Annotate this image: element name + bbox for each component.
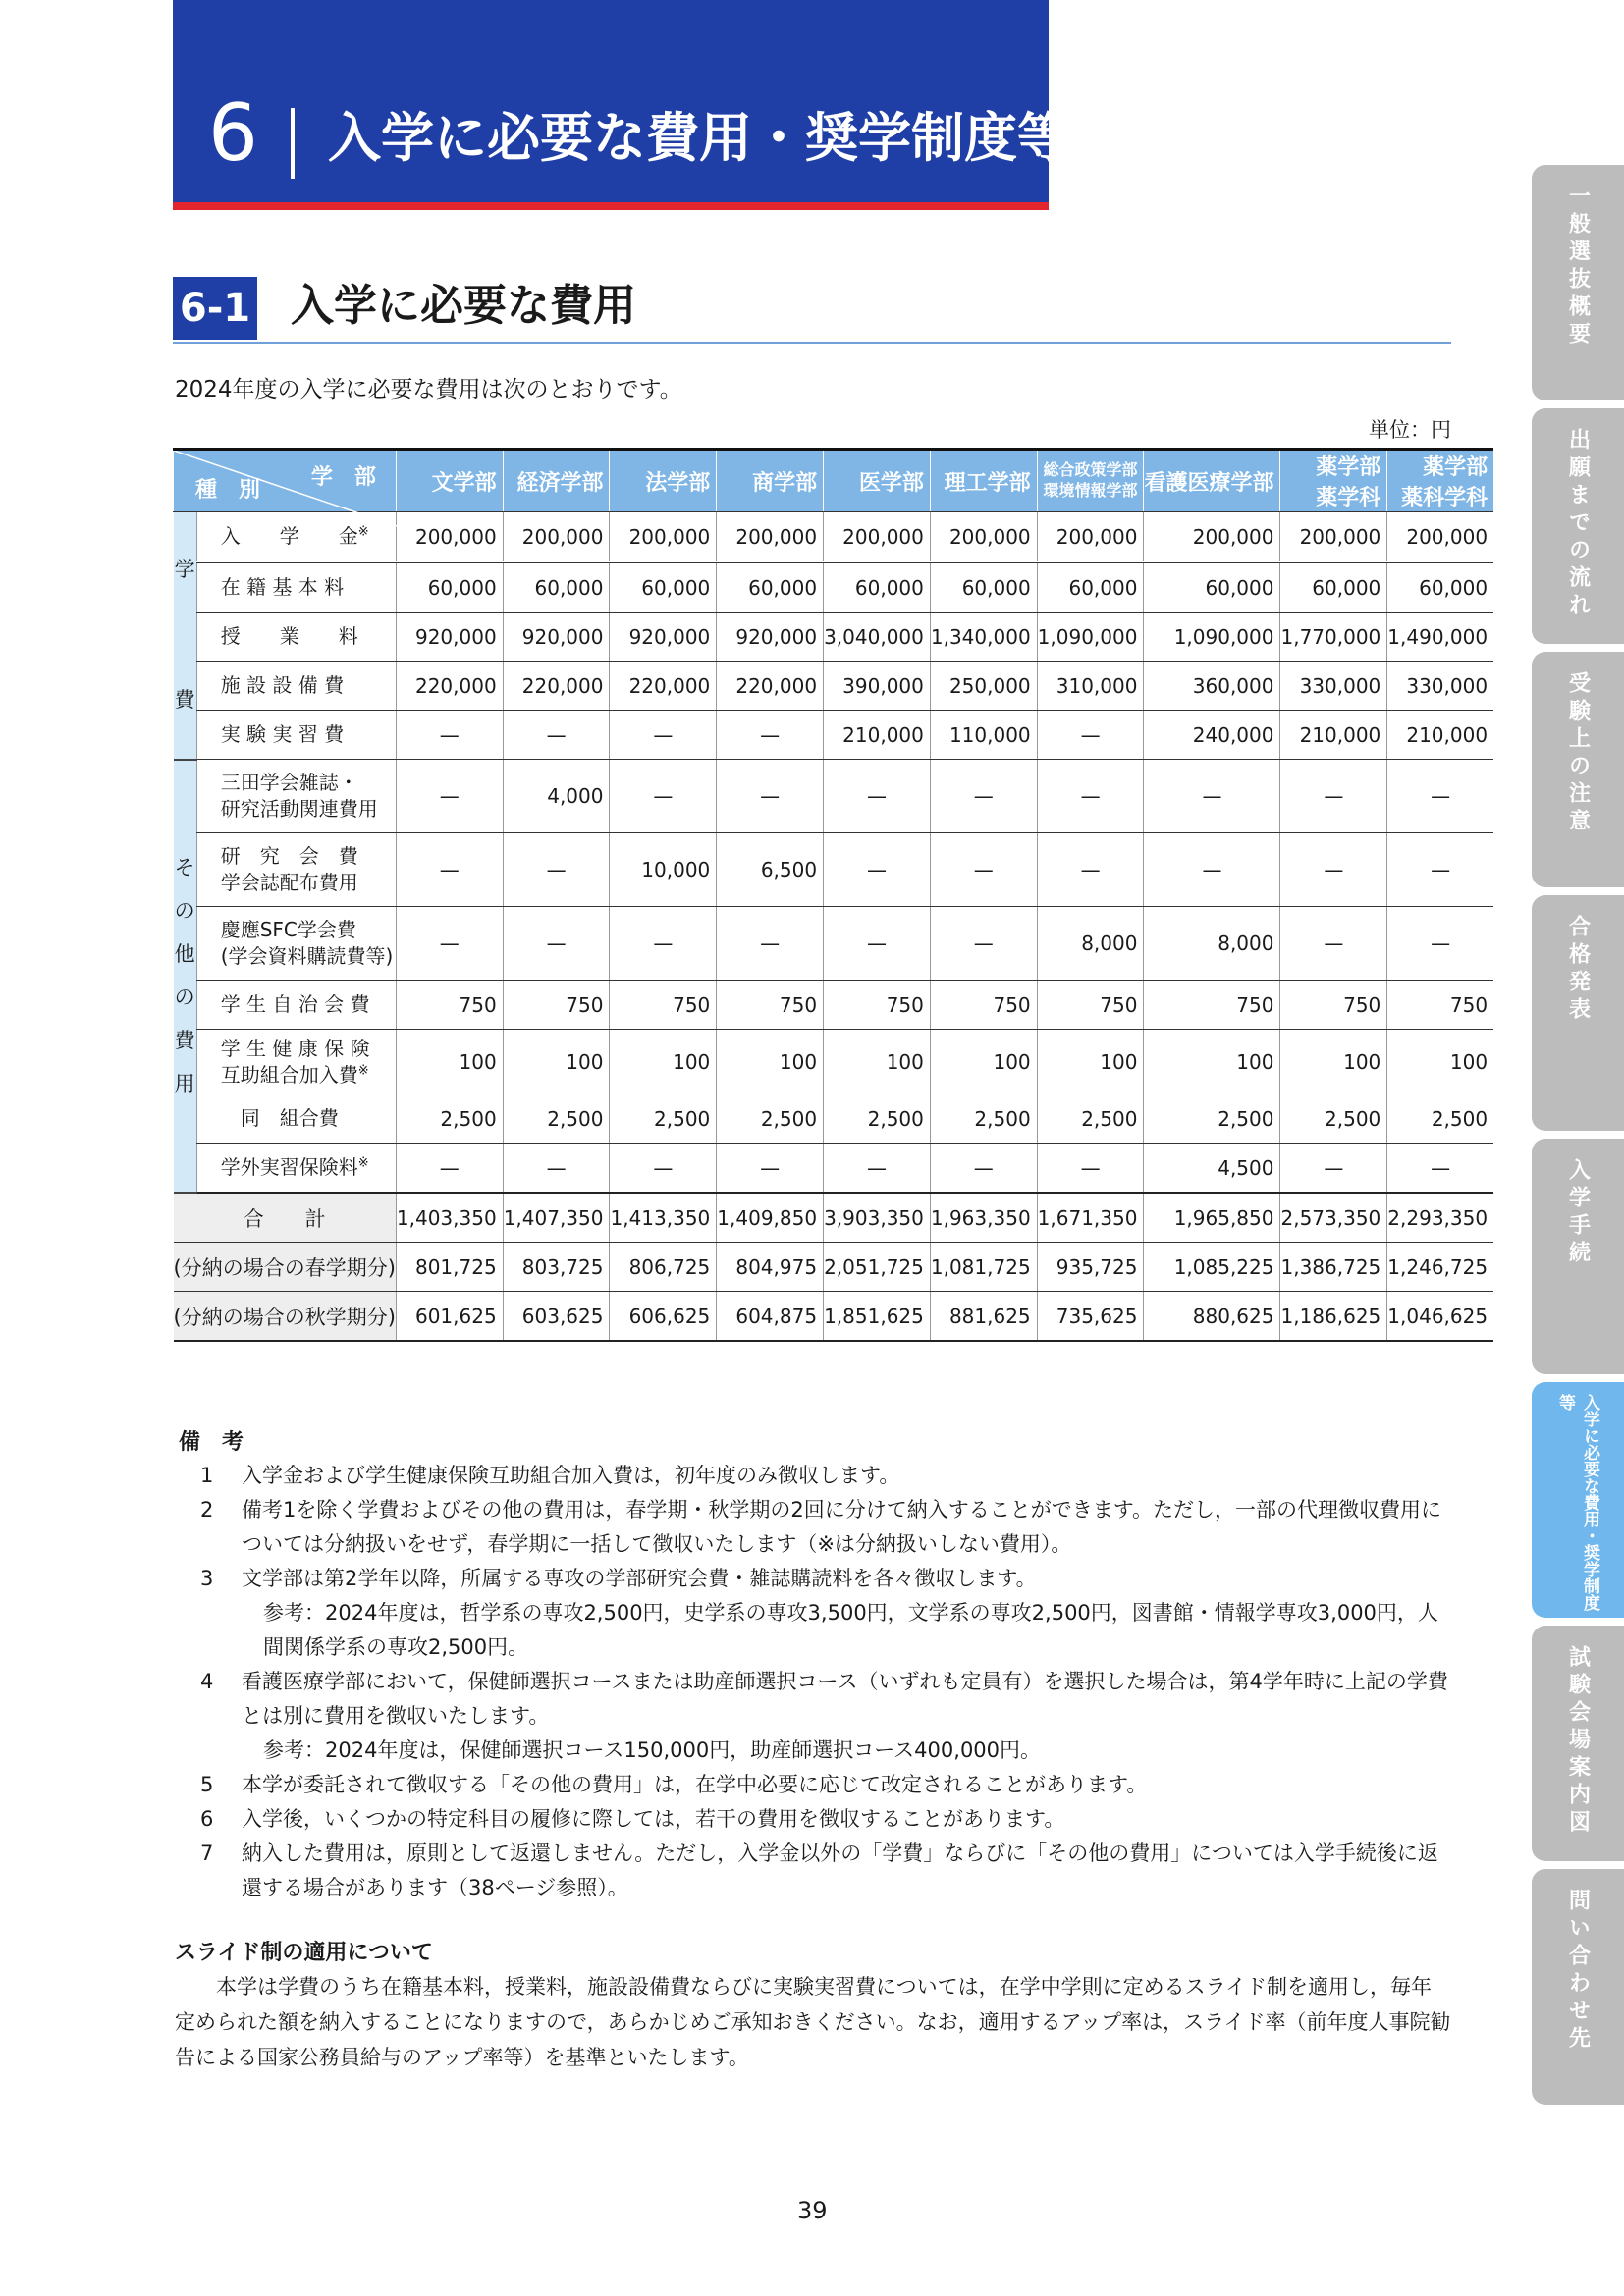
category-char: 費 — [174, 688, 195, 713]
total-cell: 1,046,625 — [1387, 1292, 1493, 1342]
table-cell: — — [503, 711, 610, 760]
total-cell: 804,975 — [717, 1243, 824, 1292]
row-label: 授 業 料 — [196, 613, 396, 662]
note-number: 5 — [200, 1773, 214, 1796]
row-label: 同 組合費 — [196, 1095, 396, 1144]
chapter-number: 6 — [208, 87, 258, 179]
row-mark: ※ — [357, 1063, 369, 1079]
table-cell: — — [1280, 760, 1387, 833]
row-label: 学外実習保険料※ — [196, 1144, 396, 1194]
table-cell: 100 — [1280, 1030, 1387, 1095]
note-text: 納入した費用は，原則として返還しません。ただし，入学金以外の「学費」ならびに「その他の費用」については入学手続後に返還する場合があります（38ページ参照）。 — [242, 1842, 1438, 1899]
corner-top-label: 学 部 — [310, 465, 376, 490]
row-label: 研 究 会 費 学会誌配布費用 — [196, 833, 396, 907]
table-row — [174, 1030, 1494, 1095]
side-tab-label: 入学手続 — [1565, 1158, 1591, 1268]
table-cell: 220,000 — [503, 662, 610, 711]
note-number: 3 — [200, 1567, 214, 1590]
total-cell: 603,625 — [503, 1292, 610, 1342]
table-cell: — — [824, 1144, 931, 1194]
table-cell: 250,000 — [930, 662, 1037, 711]
note-text: 看護医療学部において，保健師選択コースまたは助産師選択コース（いずれも定員有）を選択した場合は，第4学年時に上記の学費とは別に費用を徴収いたします。 — [242, 1670, 1448, 1728]
side-tab-label: 出願までの流れ — [1565, 428, 1591, 620]
total-cell: 1,851,625 — [824, 1292, 931, 1342]
note-text: 備考1を除く学費およびその他の費用は，春学期・秋学期の2回に分けて納入することができます。ただし，一部の代理徴収費用については分納扱いをせず，春学期に一括して徴収いたします（※は分納扱いしない費用）。 — [242, 1498, 1442, 1556]
note-item — [192, 1665, 1451, 1768]
table-cell: — — [824, 760, 931, 833]
column-header: 看護医療学部 — [1144, 450, 1280, 512]
table-cell: 360,000 — [1144, 662, 1280, 711]
note-text: 文学部は第2学年以降，所属する専攻の学部研究会費・雑誌購読料を各々徴収します。 — [242, 1567, 1037, 1590]
table-cell: 750 — [503, 981, 610, 1030]
table-cell: — — [1280, 833, 1387, 907]
column-header: 総合政策学部 環境情報学部 — [1037, 450, 1144, 512]
table-cell: 200,000 — [610, 512, 717, 562]
table-cell: 920,000 — [610, 613, 717, 662]
note-number: 2 — [200, 1498, 214, 1522]
side-tab-label: 合格発表 — [1565, 915, 1591, 1025]
row-label: 慶應SFC学会費 (学会資料購読費等) — [196, 907, 396, 981]
table-cell: — — [610, 711, 717, 760]
side-tab[interactable] — [1532, 1139, 1624, 1374]
category-char: 費 — [174, 1029, 195, 1053]
table-cell: 60,000 — [930, 562, 1037, 613]
table-cell: 920,000 — [717, 613, 824, 662]
table-cell: — — [930, 907, 1037, 981]
table-row — [174, 1144, 1494, 1194]
note-reference: 参考：2024年度は，哲学系の専攻2,500円，史学系の専攻3,500円，文学系の専攻2,500円，図書館・情報学専攻3,000円，人間関係学系の専攻2,500円。 — [263, 1601, 1438, 1659]
table-cell: 220,000 — [610, 662, 717, 711]
total-cell: 1,413,350 — [610, 1193, 717, 1243]
category-char: 他 — [174, 942, 195, 967]
total-label: (分納の場合の秋学期分) — [174, 1292, 397, 1342]
side-tab-label: 一般選抜概要 — [1565, 185, 1591, 349]
note-text: 入学後，いくつかの特定科目の履修に際しては，若干の費用を徴収することがあります。 — [242, 1807, 1065, 1831]
note-number: 4 — [200, 1670, 214, 1693]
total-cell: 604,875 — [717, 1292, 824, 1342]
chapter-banner-underline — [173, 202, 1049, 210]
category-other — [174, 760, 197, 1194]
table-cell: 100 — [503, 1030, 610, 1095]
side-tab[interactable] — [1532, 895, 1624, 1131]
table-cell: — — [396, 1144, 503, 1194]
note-item — [192, 1562, 1451, 1665]
category-char: そ — [174, 856, 195, 881]
table-cell: 8,000 — [1144, 907, 1280, 981]
table-cell: — — [1387, 833, 1493, 907]
column-header: 文学部 — [396, 450, 503, 512]
side-tab[interactable] — [1532, 408, 1624, 644]
side-tab[interactable] — [1532, 1382, 1624, 1618]
table-cell: 100 — [1037, 1030, 1144, 1095]
table-cell: 6,500 — [717, 833, 824, 907]
row-label: 学 生 自 治 会 費 — [196, 981, 396, 1030]
total-cell: 935,725 — [1037, 1243, 1144, 1292]
slide-heading: スライド制の適用について — [175, 1941, 433, 1965]
total-cell: 881,625 — [930, 1292, 1037, 1342]
table-cell: — — [1387, 760, 1493, 833]
total-label: 合 計 — [174, 1193, 397, 1243]
table-cell: 60,000 — [503, 562, 610, 613]
table-cell: 60,000 — [1387, 562, 1493, 613]
table-cell: 200,000 — [396, 512, 503, 562]
table-cell: 4,500 — [1144, 1144, 1280, 1194]
table-cell: 220,000 — [396, 662, 503, 711]
category-char: の — [174, 899, 195, 924]
total-cell: 1,186,625 — [1280, 1292, 1387, 1342]
table-cell: 750 — [396, 981, 503, 1030]
table-cell: — — [610, 760, 717, 833]
column-header: 理工学部 — [930, 450, 1037, 512]
table-row — [174, 1095, 1494, 1144]
table-row — [174, 662, 1494, 711]
table-cell: 1,490,000 — [1387, 613, 1493, 662]
total-cell: 880,625 — [1144, 1292, 1280, 1342]
table-cell: 750 — [717, 981, 824, 1030]
table-cell: 220,000 — [717, 662, 824, 711]
side-tab[interactable] — [1532, 1626, 1624, 1861]
note-item — [192, 1459, 1451, 1493]
total-cell: 806,725 — [610, 1243, 717, 1292]
table-cell: — — [503, 833, 610, 907]
table-cell: 750 — [1144, 981, 1280, 1030]
table-cell: 210,000 — [1387, 711, 1493, 760]
chapter-title: 入学に必要な費用・奨学制度等 — [328, 107, 1070, 169]
total-cell: 601,625 — [396, 1292, 503, 1342]
table-cell: — — [717, 907, 824, 981]
table-cell: 100 — [930, 1030, 1037, 1095]
table-cell: 60,000 — [824, 562, 931, 613]
table-cell: 100 — [717, 1030, 824, 1095]
table-cell: 60,000 — [396, 562, 503, 613]
total-cell: 801,725 — [396, 1243, 503, 1292]
table-cell: 920,000 — [503, 613, 610, 662]
note-item — [192, 1837, 1451, 1905]
row-label: 在 籍 基 本 料 — [196, 562, 396, 613]
note-number: 6 — [200, 1807, 214, 1831]
table-row — [174, 907, 1494, 981]
table-cell: 2,500 — [1037, 1095, 1144, 1144]
section-title: 入学に必要な費用 — [291, 281, 636, 331]
table-cell: — — [1387, 907, 1493, 981]
table-cell: 750 — [610, 981, 717, 1030]
chapter-divider — [291, 108, 295, 179]
table-cell: 100 — [1387, 1030, 1493, 1095]
total-cell: 1,671,350 — [1037, 1193, 1144, 1243]
table-cell: 10,000 — [610, 833, 717, 907]
table-cell: 330,000 — [1387, 662, 1493, 711]
table-cell: 1,340,000 — [930, 613, 1037, 662]
table-cell: — — [930, 760, 1037, 833]
category-char: 用 — [174, 1072, 195, 1096]
column-header: 法学部 — [610, 450, 717, 512]
table-cell: 750 — [1037, 981, 1144, 1030]
table-cell: 330,000 — [1280, 662, 1387, 711]
intro-text: 2024年度の入学に必要な費用は次のとおりです。 — [175, 377, 682, 402]
table-cell: — — [1280, 907, 1387, 981]
table-cell: 210,000 — [824, 711, 931, 760]
page-number: 39 — [797, 2197, 828, 2224]
section-number: 6-1 — [173, 277, 257, 340]
table-cell: 2,500 — [930, 1095, 1037, 1144]
table-cell: 2,500 — [717, 1095, 824, 1144]
table-cell: 200,000 — [930, 512, 1037, 562]
note-reference: 参考：2024年度は，保健師選択コース150,000円，助産師選択コース400,000円。 — [263, 1738, 1042, 1762]
table-cell: 750 — [930, 981, 1037, 1030]
table-cell: 2,500 — [1280, 1095, 1387, 1144]
table-cell: 2,500 — [1387, 1095, 1493, 1144]
total-cell: 1,246,725 — [1387, 1243, 1493, 1292]
table-cell: 200,000 — [1144, 512, 1280, 562]
total-cell: 1,407,350 — [503, 1193, 610, 1243]
slide-text: 本学は学費のうち在籍基本料，授業料，施設設備費ならびに実験実習費については，在学中学則に定めるスライド制を適用し，毎年定められた額を納入することになりますので，あらかじめご承知おきください。なお，適用するアップ率は，スライド率（前年度人事院勧告による国家公務員給与のアップ率等）を基準といたします。 — [175, 1975, 1451, 2069]
table-cell: — — [717, 1144, 824, 1194]
total-cell: 1,386,725 — [1280, 1243, 1387, 1292]
table-cell: — — [1037, 711, 1144, 760]
side-tab-label: 入学に必要な費用・奨学制度等 — [1555, 1394, 1599, 1611]
table-cell: 2,500 — [824, 1095, 931, 1144]
total-cell: 1,081,725 — [930, 1243, 1037, 1292]
table-cell: — — [930, 1144, 1037, 1194]
header-corner — [174, 450, 397, 512]
table-cell: — — [610, 1144, 717, 1194]
category-gakuhi — [174, 512, 197, 760]
table-cell: — — [396, 760, 503, 833]
total-cell: 606,625 — [610, 1292, 717, 1342]
table-cell: — — [717, 760, 824, 833]
table-cell: 750 — [824, 981, 931, 1030]
total-cell: 1,409,850 — [717, 1193, 824, 1243]
total-cell: 2,573,350 — [1280, 1193, 1387, 1243]
table-cell: 8,000 — [1037, 907, 1144, 981]
note-number: 7 — [200, 1842, 214, 1865]
total-cell: 1,403,350 — [396, 1193, 503, 1243]
table-cell: 110,000 — [930, 711, 1037, 760]
total-cell: 1,963,350 — [930, 1193, 1037, 1243]
notes-list — [192, 1459, 1451, 1905]
unit-label: 単位：円 — [1369, 418, 1451, 442]
table-cell: 2,500 — [610, 1095, 717, 1144]
category-char: 学 — [174, 557, 195, 581]
total-row — [174, 1243, 1494, 1292]
table-cell: 100 — [824, 1030, 931, 1095]
table-cell: — — [396, 711, 503, 760]
column-header: 医学部 — [824, 450, 931, 512]
note-item — [192, 1493, 1451, 1562]
column-header: 薬学部 薬科学科 — [1387, 450, 1493, 512]
table-cell: — — [1037, 833, 1144, 907]
row-label: 学 生 健 康 保 険 互助組合加入費※ — [196, 1030, 396, 1095]
side-tab[interactable] — [1532, 165, 1624, 400]
table-cell: 100 — [1144, 1030, 1280, 1095]
note-item — [192, 1802, 1451, 1837]
column-header: 薬学部 薬学科 — [1280, 450, 1387, 512]
table-header-row — [174, 450, 1494, 512]
table-row — [174, 833, 1494, 907]
table-cell: 2,500 — [1144, 1095, 1280, 1144]
total-cell: 803,725 — [503, 1243, 610, 1292]
table-cell: 60,000 — [717, 562, 824, 613]
table-cell: 210,000 — [1280, 711, 1387, 760]
table-row — [174, 981, 1494, 1030]
note-text: 本学が委託されて徴収する「その他の費用」は，在学中必要に応じて改定されることがあります。 — [242, 1773, 1148, 1796]
table-cell: 60,000 — [1280, 562, 1387, 613]
table-cell: 200,000 — [1387, 512, 1493, 562]
table-cell: 100 — [396, 1030, 503, 1095]
total-cell: 2,051,725 — [824, 1243, 931, 1292]
table-cell: — — [1037, 1144, 1144, 1194]
table-cell: 200,000 — [503, 512, 610, 562]
total-label: (分納の場合の春学期分) — [174, 1243, 397, 1292]
column-header: 経済学部 — [503, 450, 610, 512]
category-char: の — [174, 986, 195, 1010]
total-cell: 1,965,850 — [1144, 1193, 1280, 1243]
side-tab-label: 試験会場案内図 — [1565, 1645, 1591, 1838]
table-cell: — — [1037, 760, 1144, 833]
section-rule — [173, 342, 1451, 344]
column-header: 商学部 — [717, 450, 824, 512]
table-cell: 200,000 — [1280, 512, 1387, 562]
table-cell: 1,090,000 — [1037, 613, 1144, 662]
table-cell: 200,000 — [824, 512, 931, 562]
table-cell: 920,000 — [396, 613, 503, 662]
note-number: 1 — [200, 1464, 214, 1487]
table-cell: 240,000 — [1144, 711, 1280, 760]
total-cell: 1,085,225 — [1144, 1243, 1280, 1292]
fee-table — [173, 448, 1493, 1342]
corner-bottom-label: 種 別 — [195, 478, 261, 503]
table-cell: 200,000 — [1037, 512, 1144, 562]
row-mark: ※ — [357, 1155, 369, 1171]
table-row — [174, 562, 1494, 613]
table-cell: 750 — [1280, 981, 1387, 1030]
side-tab-label: 受験上の注意 — [1565, 671, 1591, 836]
table-row — [174, 760, 1494, 833]
table-cell: — — [824, 907, 931, 981]
table-cell: 2,500 — [503, 1095, 610, 1144]
row-mark: ※ — [357, 524, 369, 540]
table-cell: 1,770,000 — [1280, 613, 1387, 662]
table-cell: — — [930, 833, 1037, 907]
total-row — [174, 1193, 1494, 1243]
table-cell: — — [824, 833, 931, 907]
table-cell: — — [503, 907, 610, 981]
table-cell: — — [1280, 1144, 1387, 1194]
table-cell: 60,000 — [1037, 562, 1144, 613]
row-label: 実 験 実 習 費 — [196, 711, 396, 760]
table-cell: 390,000 — [824, 662, 931, 711]
row-label: 三田学会雑誌・ 研究活動関連費用 — [196, 760, 396, 833]
side-tab[interactable] — [1532, 1869, 1624, 2105]
total-cell: 2,293,350 — [1387, 1193, 1493, 1243]
table-cell: 750 — [1387, 981, 1493, 1030]
table-cell: 1,090,000 — [1144, 613, 1280, 662]
table-cell: — — [1387, 1144, 1493, 1194]
row-label: 施 設 設 備 費 — [196, 662, 396, 711]
notes-heading: 備 考 — [179, 1430, 244, 1455]
note-item — [192, 1768, 1451, 1802]
table-cell: 60,000 — [1144, 562, 1280, 613]
chapter-banner — [173, 0, 1049, 202]
table-cell: 200,000 — [717, 512, 824, 562]
table-cell: 2,500 — [396, 1095, 503, 1144]
row-label: 入 学 金※ — [196, 512, 396, 562]
note-text: 入学金および学生健康保険互助組合加入費は，初年度のみ徴収します。 — [242, 1464, 900, 1487]
table-cell: — — [717, 711, 824, 760]
total-cell: 735,625 — [1037, 1292, 1144, 1342]
table-cell: — — [396, 833, 503, 907]
total-row — [174, 1292, 1494, 1342]
table-cell: 3,040,000 — [824, 613, 931, 662]
table-cell: — — [610, 907, 717, 981]
table-cell: 310,000 — [1037, 662, 1144, 711]
table-cell: 100 — [610, 1030, 717, 1095]
side-tab-label: 問い合わせ先 — [1565, 1889, 1591, 2054]
table-cell: — — [1144, 833, 1280, 907]
side-tab[interactable] — [1532, 652, 1624, 887]
table-cell: 4,000 — [503, 760, 610, 833]
table-cell: — — [1144, 760, 1280, 833]
table-row — [174, 711, 1494, 760]
table-cell: — — [396, 907, 503, 981]
total-cell: 3,903,350 — [824, 1193, 931, 1243]
table-cell: 60,000 — [610, 562, 717, 613]
table-cell: — — [503, 1144, 610, 1194]
table-row — [174, 613, 1494, 662]
